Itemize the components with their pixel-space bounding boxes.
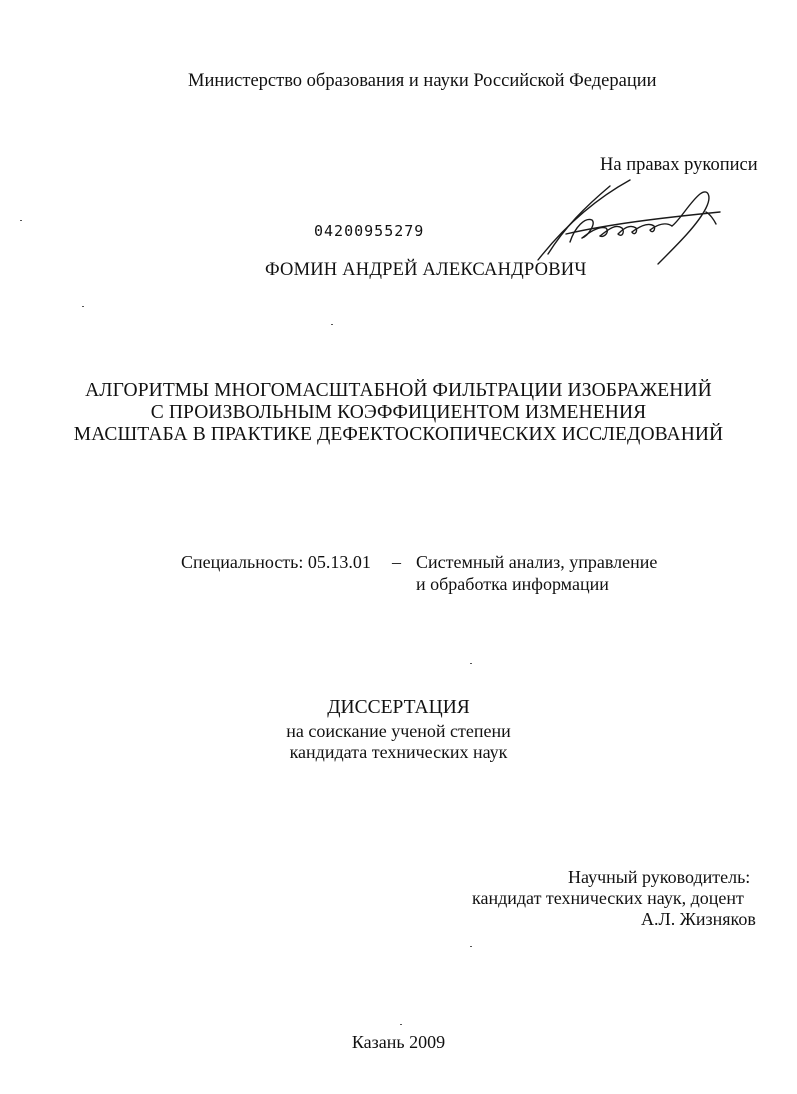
city-year: Казань 2009 bbox=[351, 1032, 446, 1052]
supervisor-degree: кандидат технических наук, доцент bbox=[472, 888, 744, 908]
supervisor-label: Научный руководитель: bbox=[568, 867, 751, 887]
scan-speck bbox=[470, 946, 472, 947]
supervisor-name: А.Л. Жизняков bbox=[641, 909, 756, 929]
catalog-code: 04200955279 bbox=[314, 222, 425, 240]
specialty-dash: – bbox=[392, 552, 401, 572]
author-name: ФОМИН АНДРЕЙ АЛЕКСАНДРОВИЧ bbox=[265, 260, 587, 280]
specialty-description-line-2: и обработка информации bbox=[416, 574, 609, 594]
dissertation-title-line-1: АЛГОРИТМЫ МНОГОМАСШТАБНОЙ ФИЛЬТРАЦИИ ИЗОБРАЖЕНИЙ bbox=[85, 380, 712, 401]
ministry-header: Министерство образования и науки Российской Федерации bbox=[188, 71, 657, 91]
dissertation-title-line-3: МАСШТАБА В ПРАКТИКЕ ДЕФЕКТОСКОПИЧЕСКИХ ИССЛЕДОВАНИЙ bbox=[73, 424, 724, 445]
scan-speck bbox=[470, 663, 472, 664]
dissertation-degree-line-2: кандидата технических наук bbox=[289, 742, 508, 762]
specialty-label: Специальность: 05.13.01 bbox=[181, 552, 371, 572]
dissertation-degree-line-1: на соискание ученой степени bbox=[286, 721, 511, 741]
dissertation-title-line-2: С ПРОИЗВОЛЬНЫМ КОЭФФИЦИЕНТОМ ИЗМЕНЕНИЯ bbox=[150, 402, 647, 423]
specialty-description-line-1: Системный анализ, управление bbox=[416, 552, 658, 572]
manuscript-note: На правах рукописи bbox=[600, 155, 758, 175]
dissertation-heading: ДИССЕРТАЦИЯ bbox=[327, 697, 470, 718]
scan-speck bbox=[20, 220, 22, 221]
handwritten-signature-icon bbox=[530, 172, 730, 272]
scan-speck bbox=[331, 324, 333, 325]
scan-speck bbox=[82, 306, 84, 307]
scan-speck bbox=[400, 1024, 402, 1025]
